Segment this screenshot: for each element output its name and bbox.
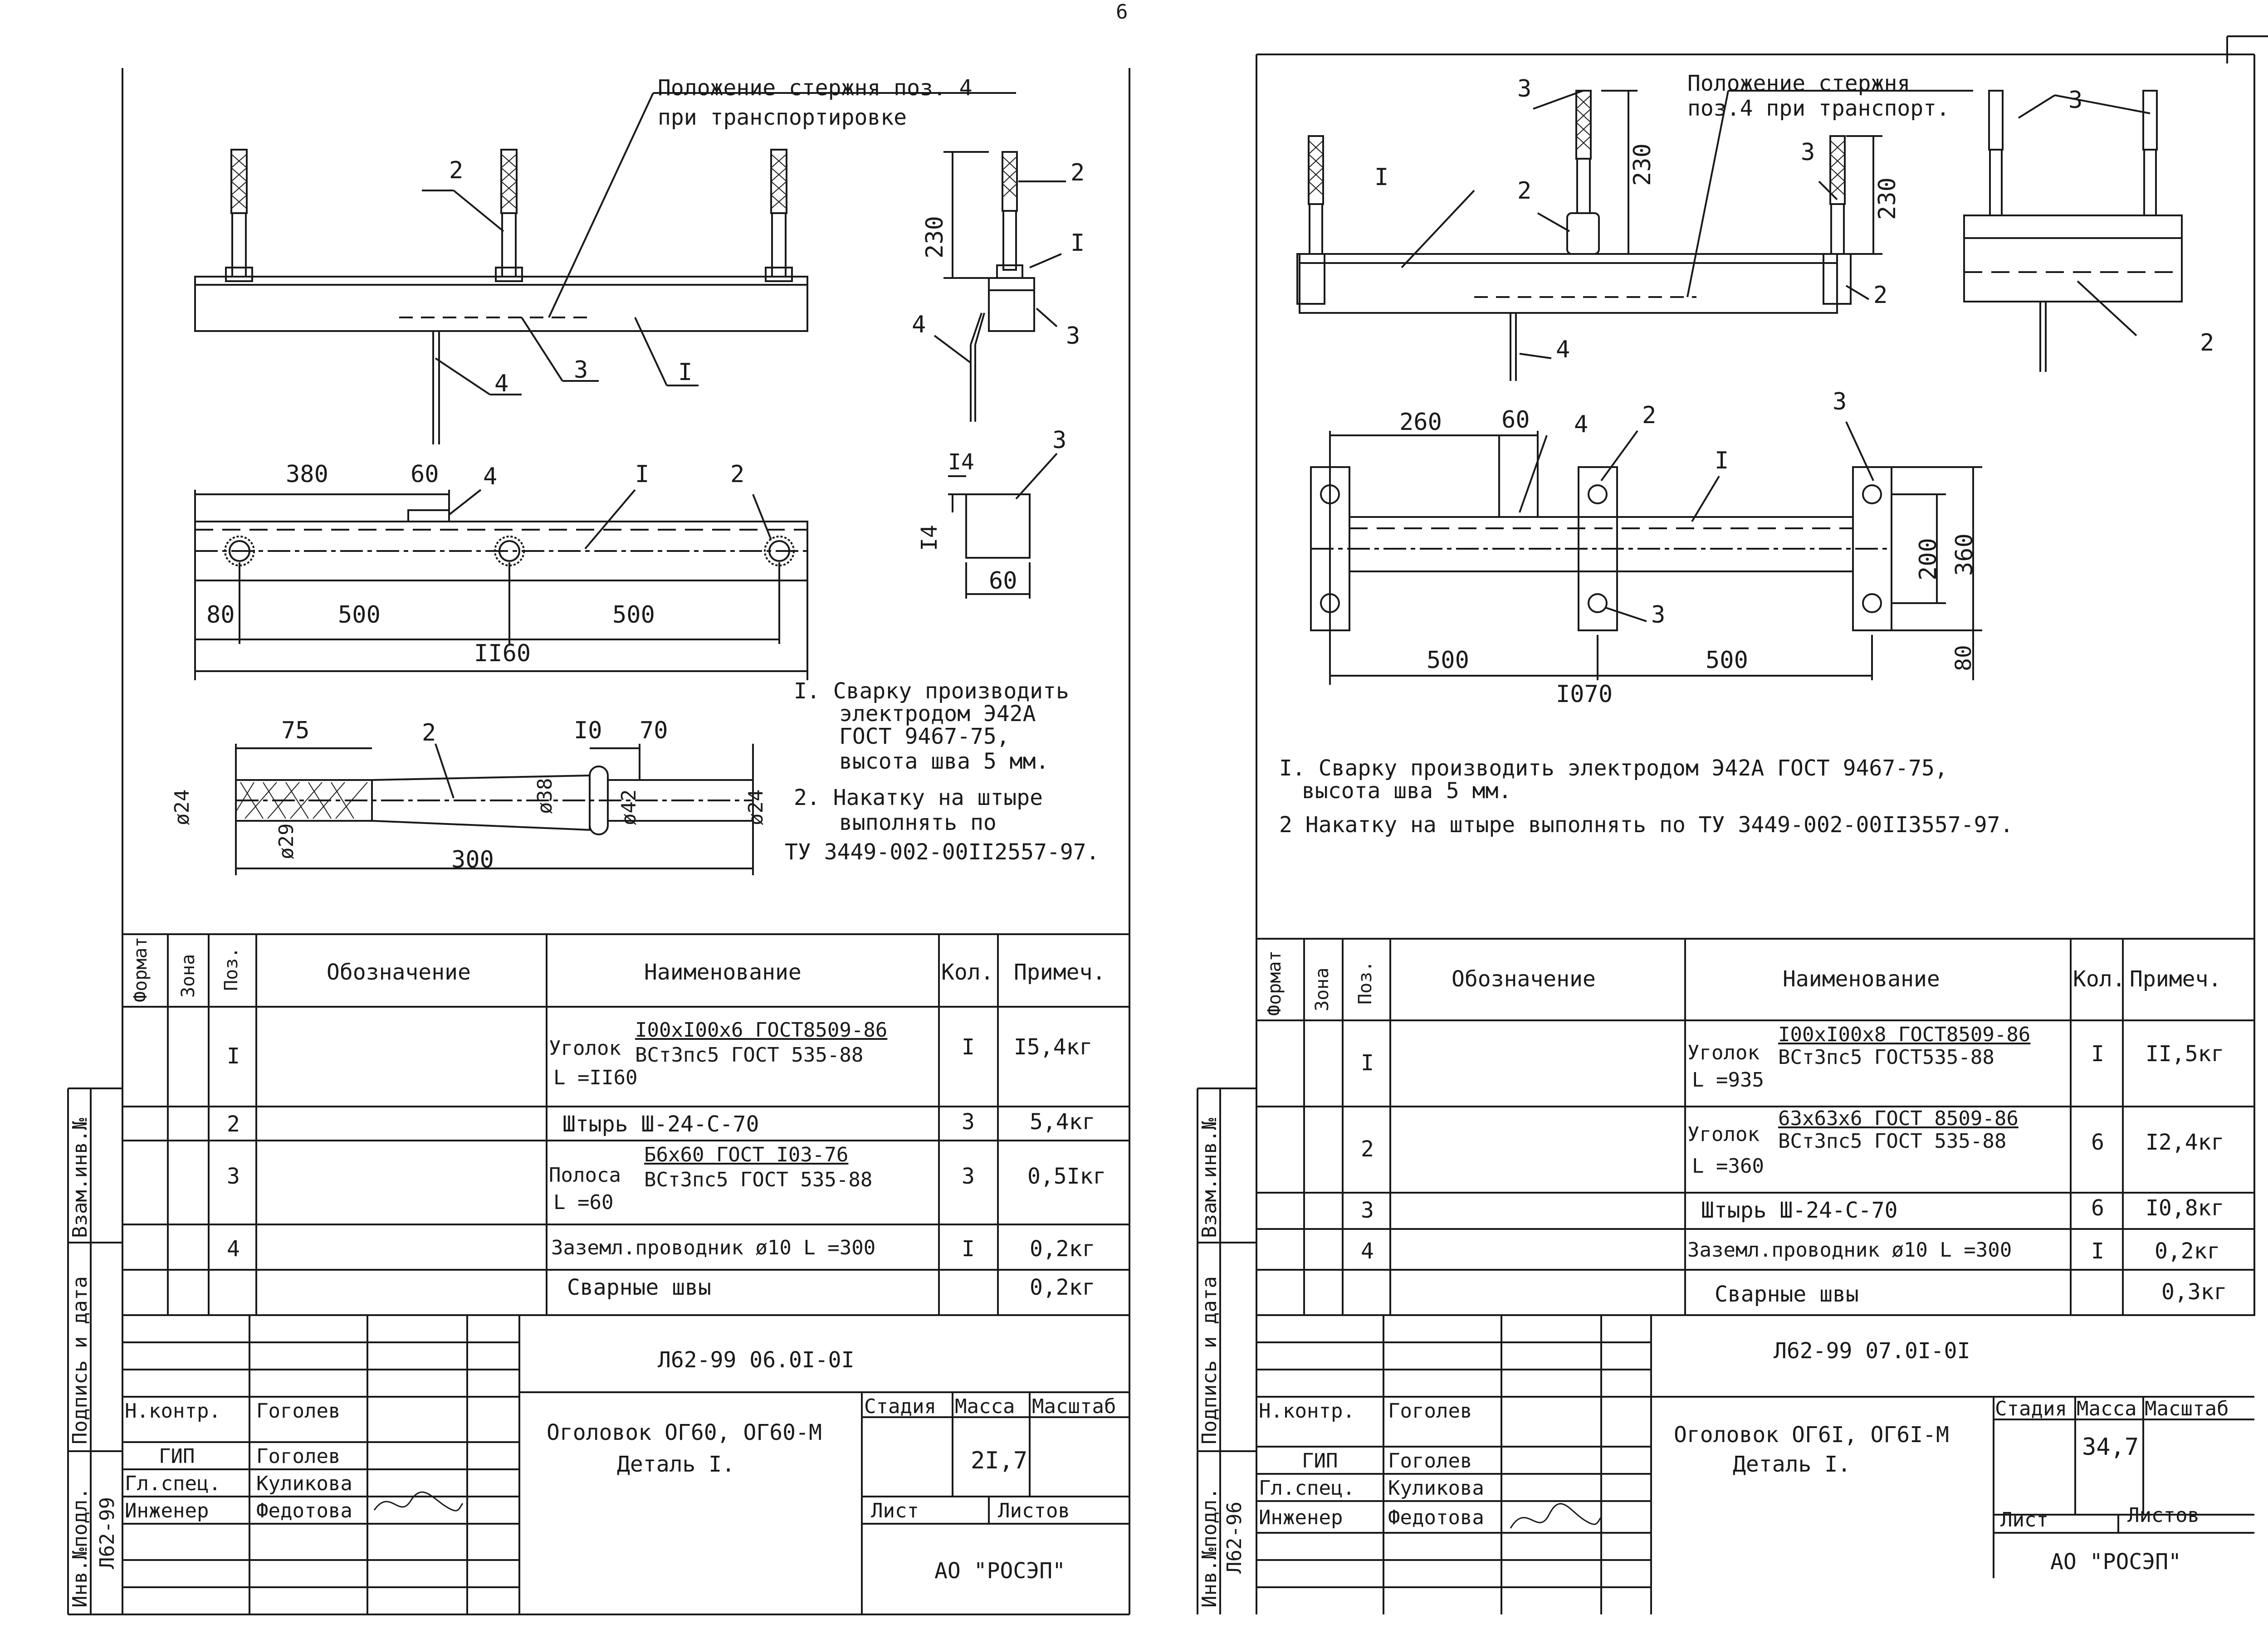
pos-label: 2 [1873,282,1888,309]
mass-value: 2I,7 [971,1447,1028,1474]
staff-role: Н.контр. [125,1399,221,1423]
header-qty: Кол. [941,960,994,985]
note-line: ГОСТ 9467-75, [839,724,1010,749]
row-pos: I [227,1043,240,1069]
transport-position-title: Положение стержня [1687,71,1911,96]
row-note: 0,2кг [1030,1275,1095,1300]
row-name-bot: L =II60 [553,1066,638,1089]
header-zone: Зона [178,954,199,998]
row-pos: 4 [227,1236,240,1262]
dim-70: 70 [640,717,668,744]
header-zone: Зона [1312,967,1333,1011]
pos-label: 3 [1517,75,1532,102]
pos-label: 2 [1517,177,1532,205]
transport-position-subtitle: при транспортировке [658,105,907,130]
pos-label: 3 [1052,427,1067,454]
dim-500: 500 [612,601,655,629]
staff-name: Федотова [256,1499,352,1522]
row-qty: 3 [962,1109,975,1135]
pos-label: 4 [1574,411,1589,438]
drawing-code: Л62-99 06.0I-0I [658,1347,855,1373]
dim-75: 75 [281,717,310,744]
transport-position-title: Положение стержня поз. 4 [658,75,973,101]
sheet-label: Лист [871,1499,919,1522]
row-pos: 3 [227,1164,240,1189]
side-replace-inv: Взам.инв.№ [68,1118,92,1238]
row-qty: 3 [962,1164,975,1189]
header-pos: Поз. [221,947,242,991]
sheets-label: Листов [998,1499,1070,1522]
pos-label: 3 [574,356,588,384]
dim-500: 500 [1706,647,1748,674]
row-name-mid: ВСт3пс5 ГОСТ 535-88 [644,1168,873,1191]
drawing-title: Оголовок ОГ60, ОГ60-М [547,1420,822,1445]
sheets-label: Листов [2127,1504,2200,1527]
drawing-code: Л62-99 07.0I-0I [1774,1338,1970,1364]
stage-label: Стадия [1995,1397,2067,1420]
row-name-top: I00xI00x6 ГОСТ8509-86 [635,1019,888,1042]
dim-dia24: ø24 [171,789,194,825]
note-line: I. Сварку производить [794,678,1069,704]
staff-name: Федотова [1388,1506,1484,1529]
dim-dia24: ø24 [744,789,767,825]
mass-label: Масса [955,1395,1015,1418]
scale-label: Масштаб [1032,1395,1116,1418]
drawing-sheet-right [1148,0,2268,1648]
dim-80: 80 [206,601,235,629]
row-name: Штырь Ш-24-С-70 [1701,1198,1898,1223]
dim-380: 380 [286,461,328,488]
organization: АО "РОСЭП" [2050,1549,2181,1575]
staff-role: ГИП [1302,1449,1338,1472]
note-line: I. Сварку производить электродом Э42А ГОСТ 9467-75, [1279,756,1948,781]
row-note: I5,4кг [1014,1034,1093,1060]
row-note: II,5кг [2146,1041,2224,1067]
header-note: Примеч. [1014,960,1106,985]
header-pos: Поз. [1355,961,1376,1004]
staff-role: ГИП [159,1445,195,1468]
staff-name: Куликова [256,1472,352,1495]
dim-60: 60 [989,567,1017,595]
header-format: Формат [130,936,151,1002]
pos-label: I [1070,229,1085,257]
row-name-prefix: Уголок [1687,1041,1760,1064]
row-qty: 6 [2091,1130,2104,1155]
scale-label: Масштаб [2145,1397,2229,1420]
row-name: Заземл.проводник ø10 L =300 [1687,1238,2012,1262]
side-sign-date: Подпись и дата [1198,1276,1221,1444]
pos-label: 3 [1833,388,1847,415]
row-qty: 6 [2091,1195,2104,1221]
sheet-label: Лист [2000,1508,2048,1531]
row-name-top: I00xI00x8 ГОСТ8509-86 [1778,1023,2031,1046]
staff-name: Куликова [1388,1477,1484,1500]
staff-name: Гоголев [256,1445,341,1468]
row-name-bot: L =60 [553,1191,614,1214]
pos-label: 2 [422,719,436,746]
dim-dia38: ø38 [533,778,557,814]
row-name-prefix: Уголок [1687,1123,1760,1146]
pos-label: 3 [2068,87,2083,114]
row-note: 0,5Iкг [1027,1164,1106,1189]
pos-label: I [1374,164,1389,191]
row-name-top: Б6х60 ГОСТ I03-76 [644,1143,849,1166]
row-name: Штырь Ш-24-С-70 [562,1112,759,1137]
header-note: Примеч. [2130,966,2222,992]
dim-300: 300 [451,846,494,873]
row-pos: 2 [1361,1136,1374,1162]
header-name: Наименование [1783,966,1940,992]
dim-60: 60 [1501,406,1530,434]
staff-name: Гоголев [1388,1399,1472,1423]
dim-1070: I070 [1556,681,1613,708]
row-qty: I [962,1034,975,1060]
organization: АО "РОСЭП" [934,1558,1066,1584]
row-note: 0,3кг [2161,1279,2227,1305]
header-qty: Кол. [2073,966,2126,992]
row-name-bot: L =935 [1692,1068,1764,1092]
header-designation: Обозначение [1452,966,1596,992]
row-name-mid: ВСт3пс5 ГОСТ 535-88 [635,1043,864,1067]
row-name: Заземл.проводник ø10 L =300 [551,1236,876,1259]
dim-360: 360 [1951,533,1978,576]
staff-name: Гоголев [1388,1449,1472,1472]
row-qty: I [2091,1041,2104,1067]
pos-label: 3 [1066,322,1080,350]
pos-label: 4 [1556,336,1570,363]
row-qty: I [962,1236,975,1262]
note-line: электродом Э42А [839,701,1036,726]
staff-name: Гоголев [256,1399,341,1423]
pos-label: 4 [494,370,509,397]
dim-200: 200 [1915,538,1942,580]
side-inv-orig: Инв.№подл. [1198,1487,1221,1608]
side-number: Л62-96 [1223,1502,1246,1574]
row-name-mid: ВСт3пс5 ГОСТ535-88 [1778,1046,1994,1069]
dim-10: I0 [574,717,602,744]
note-line: высота шва 5 мм. [1302,778,1512,804]
note-line: 2 Накатку на штыре выполнять по ТУ 3449-002-00II3557-97. [1279,812,2014,838]
staff-role: Инженер [125,1499,209,1522]
mass-label: Масса [2077,1397,2137,1420]
row-qty: I [2091,1238,2104,1264]
note-line: ТУ 3449-002-00II2557-97. [785,839,1100,865]
pos-label: 2 [449,157,464,184]
header-name: Наименование [644,960,802,985]
row-name: Сварные швы [567,1275,711,1300]
pos-label: 2 [2200,329,2214,356]
side-sign-date: Подпись и дата [68,1276,92,1444]
row-name-prefix: Полоса [549,1164,621,1187]
drawing-title: Оголовок ОГ6I, ОГ6I-М [1674,1422,1949,1448]
header-format: Формат [1264,950,1285,1016]
row-pos: 2 [227,1112,240,1137]
row-name-mid: ВСт3пс5 ГОСТ 535-88 [1778,1130,2007,1153]
row-note: I2,4кг [2146,1130,2224,1155]
row-note: 0,2кг [1030,1236,1095,1262]
pos-label: 2 [1070,159,1085,186]
row-note: 5,4кг [1030,1109,1095,1135]
dim-230: 230 [1629,143,1656,186]
staff-role: Гл.спец. [125,1472,221,1495]
dim-dia29: ø29 [275,823,298,859]
pos-label: 4 [483,463,498,490]
row-pos: 4 [1361,1238,1374,1264]
dim-1160: II60 [474,640,531,667]
pos-label: 2 [1642,402,1657,429]
dim-500: 500 [1427,647,1469,674]
pos-label: I [1715,447,1729,474]
row-name: Сварные швы [1715,1282,1859,1307]
pos-label: I [678,359,693,386]
pos-label: 2 [730,461,745,488]
drawing-subtitle: Деталь I. [1733,1452,1851,1477]
staff-role: Н.контр. [1259,1399,1355,1423]
transport-position-subtitle: поз.4 при транспорт. [1687,96,1950,121]
row-note: 0,2кг [2155,1238,2220,1264]
row-name-top: 63x63x6 ГОСТ 8509-86 [1778,1107,2019,1130]
staff-role: Инженер [1259,1506,1343,1529]
dim-260: 260 [1399,409,1442,436]
dim-230: 230 [921,216,948,258]
page-number: 6 [1116,0,1128,24]
staff-role: Гл.спец. [1259,1477,1355,1500]
pos-label: 4 [912,311,926,338]
pos-label: I [635,461,650,488]
dim-14: I4 [917,525,942,551]
header-designation: Обозначение [327,960,471,985]
side-replace-inv: Взам.инв.№ [1198,1118,1221,1238]
dim-14: I4 [948,449,974,475]
row-name-prefix: Уголок [549,1037,621,1060]
row-note: I0,8кг [2146,1195,2224,1221]
pos-label: 3 [1801,139,1815,166]
note-line: высота шва 5 мм. [839,749,1049,774]
drawing-subtitle: Деталь I. [617,1452,735,1477]
dim-60: 60 [411,461,439,488]
row-name-bot: L =360 [1692,1155,1764,1178]
dim-80: 80 [1951,645,1976,671]
stage-label: Стадия [864,1395,936,1418]
row-pos: I [1361,1050,1374,1076]
note-line: выполнять по [839,810,997,835]
side-inv-orig: Инв.№подл. [68,1487,92,1608]
dim-dia42: ø42 [617,789,640,825]
dim-500: 500 [338,601,381,629]
row-pos: 3 [1361,1198,1374,1223]
mass-value: 34,7 [2082,1433,2139,1461]
dim-230: 230 [1874,177,1901,220]
pos-label: 3 [1651,601,1666,629]
side-number: Л62-99 [96,1497,119,1569]
note-line: 2. Накатку на штыре [794,785,1043,810]
